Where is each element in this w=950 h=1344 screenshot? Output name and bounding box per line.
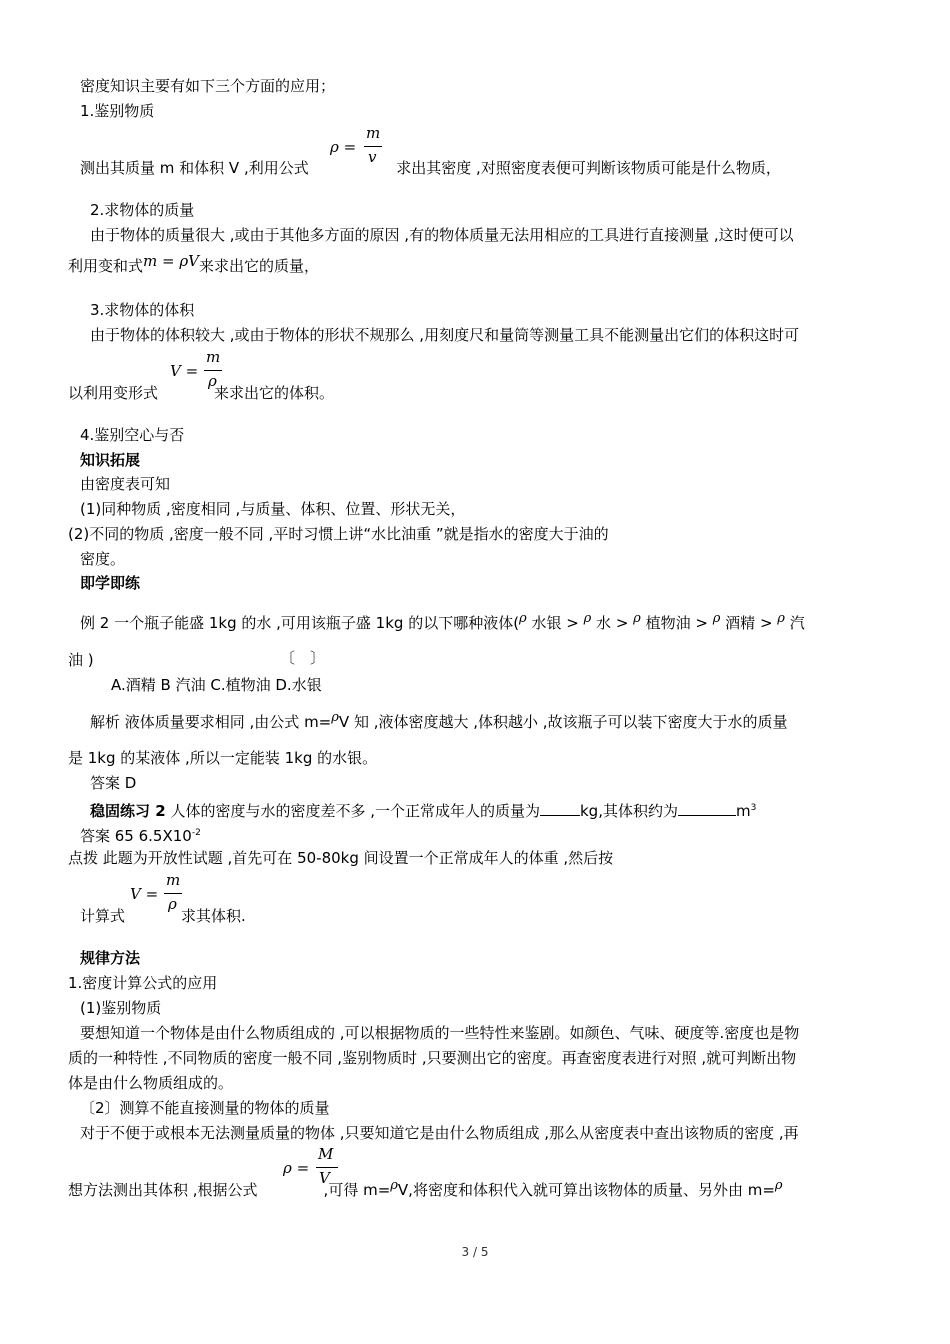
- exercise2-answer: 答案 65 $6.5X10^{-2}$: [80, 827, 201, 845]
- section1-post: 求出其密度 ,对照密度表便可判断该物质可能是什么物质，: [396, 159, 781, 177]
- section3-line1: 由于物体的体积较大 ,或由于物体的形状不规那么 ,用刻度尺和量筒等测量工具不能测量出它们的体积这时可: [90, 326, 800, 344]
- extension-line3: (2)不同的物质 ,密度一般不同 ,平时习惯上讲“水比油重 ”就是指水的密度大于油的: [68, 525, 609, 543]
- volume-blank: [678, 801, 736, 816]
- answer-bracket: 〔 〕: [280, 649, 326, 667]
- practice-heading: 即学即练: [80, 574, 141, 592]
- extension-line2: (1)同种物质 ,密度相同 ,与质量、体积、位置、形状无关，: [80, 500, 466, 518]
- example2-answer: 答案 D: [90, 774, 137, 792]
- rules-point1-line1: 要想知道一个物体是由什么物质组成的 ,可以根据物质的一些特性来鉴剧。如颜色、气味、硬度等.密度也是物: [80, 1024, 800, 1042]
- page-number: 3 / 5: [461, 1245, 489, 1259]
- rules-heading: 规律方法: [80, 949, 141, 967]
- volume-formula: V = m ρ: [170, 348, 221, 390]
- exercise2-label: 稳固练习 2: [90, 802, 166, 820]
- extension-line1: 由密度表可知: [80, 475, 171, 493]
- exercise2-calc: 计算式 求其体积.: [80, 907, 246, 925]
- section2-line1: 由于物体的质量很大 ,或由于其他多方面的原因 ,有的物体质量无法用相应的工具进行直接测量 ,这时便可以: [90, 226, 794, 244]
- mass-formula: m = ρV: [143, 252, 199, 270]
- fraction-bar: [204, 370, 222, 371]
- rules-point2-title: 〔2〕测算不能直接测量的物体的质量: [80, 1099, 330, 1117]
- section4-title: 4.鉴别空心与否: [80, 426, 185, 444]
- example2-question: 例 2 一个瓶子能盛 1kg 的水 ,可用该瓶子盛 1kg 的以下哪种液体(ρ 水银 > ρ 水 > ρ 植物油 > ρ 酒精 > ρ 汽: [80, 611, 805, 632]
- mass-blank: [540, 801, 580, 816]
- density-formula: ρ = m v: [330, 124, 381, 166]
- rules-point1-line3: 体是由什么物质组成的。: [68, 1074, 234, 1092]
- rules-point1-title: (1)鉴别物质: [80, 999, 162, 1017]
- example2-options: A.酒精 B 汽油 C.植物油 D.水银: [111, 676, 322, 694]
- section1-pre: 测出其质量 m 和体积 V ,利用公式: [80, 159, 309, 177]
- exercise2-question: 稳固练习 2 人体的密度与水的密度差不多 ,一个正常成年人的质量为 kg,其体积约为 $m^3$: [90, 802, 757, 820]
- section3-line2: 以利用变形式 来求出它的体积。: [68, 384, 335, 402]
- volume-formula-2: V = m ρ: [130, 871, 181, 913]
- rules-point2-line2: 想方法测出其体积 ,根据公式 ,可得 m=ρV,将密度和体积代入就可算出该物体的质量、另外由 m=ρ: [68, 1178, 783, 1199]
- rules-point1-line2: 质的一种特性 ,不同物质的密度一般不同 ,鉴别物质时 ,只要测出它的密度。再查密度表进行对照 ,就可判断出物: [68, 1049, 797, 1067]
- section2-title: 2.求物体的质量: [90, 201, 195, 219]
- section1-title: 1.鉴别物质: [80, 102, 155, 120]
- intro-text: 密度知识主要有如下三个方面的应用；: [80, 77, 336, 95]
- section3-title: 3.求物体的体积: [90, 301, 195, 319]
- exercise2-tip: 点拨 此题为开放性试题 ,首先可在 50-80kg 间设置一个正常成年人的体重 ,然后按: [68, 849, 614, 867]
- section2-line2: 利用变和式m = ρV来求出它的质量，: [68, 252, 320, 275]
- knowledge-extension-heading: 知识拓展: [80, 451, 141, 469]
- extension-line4: 密度。: [80, 550, 126, 568]
- example2-analysis-line2: 是 1kg 的某液体 ,所以一定能装 1kg 的水银。: [68, 749, 378, 767]
- fraction-bar: [164, 893, 182, 894]
- rules-point2-line1: 对于不便于或根本无法测量质量的物体 ,只要知道它是由什么物质组成 ,那么从密度表中查出该物质的密度 ,再: [80, 1124, 799, 1142]
- section1-text: [80, 158, 781, 178]
- example2-analysis: 解析 液体质量要求相同 ,由公式 m=ρV 知 ,液体密度越大 ,体积越小 ,故该瓶子可以装下密度大于水的质量: [90, 710, 788, 731]
- example2-question-line2: 油 ): [68, 651, 94, 669]
- fraction-bar: [364, 146, 382, 147]
- density-formula-2: ρ = M V: [283, 1147, 343, 1195]
- fraction-bar: [316, 1167, 338, 1168]
- rules-topic1: 1.密度计算公式的应用: [68, 974, 218, 992]
